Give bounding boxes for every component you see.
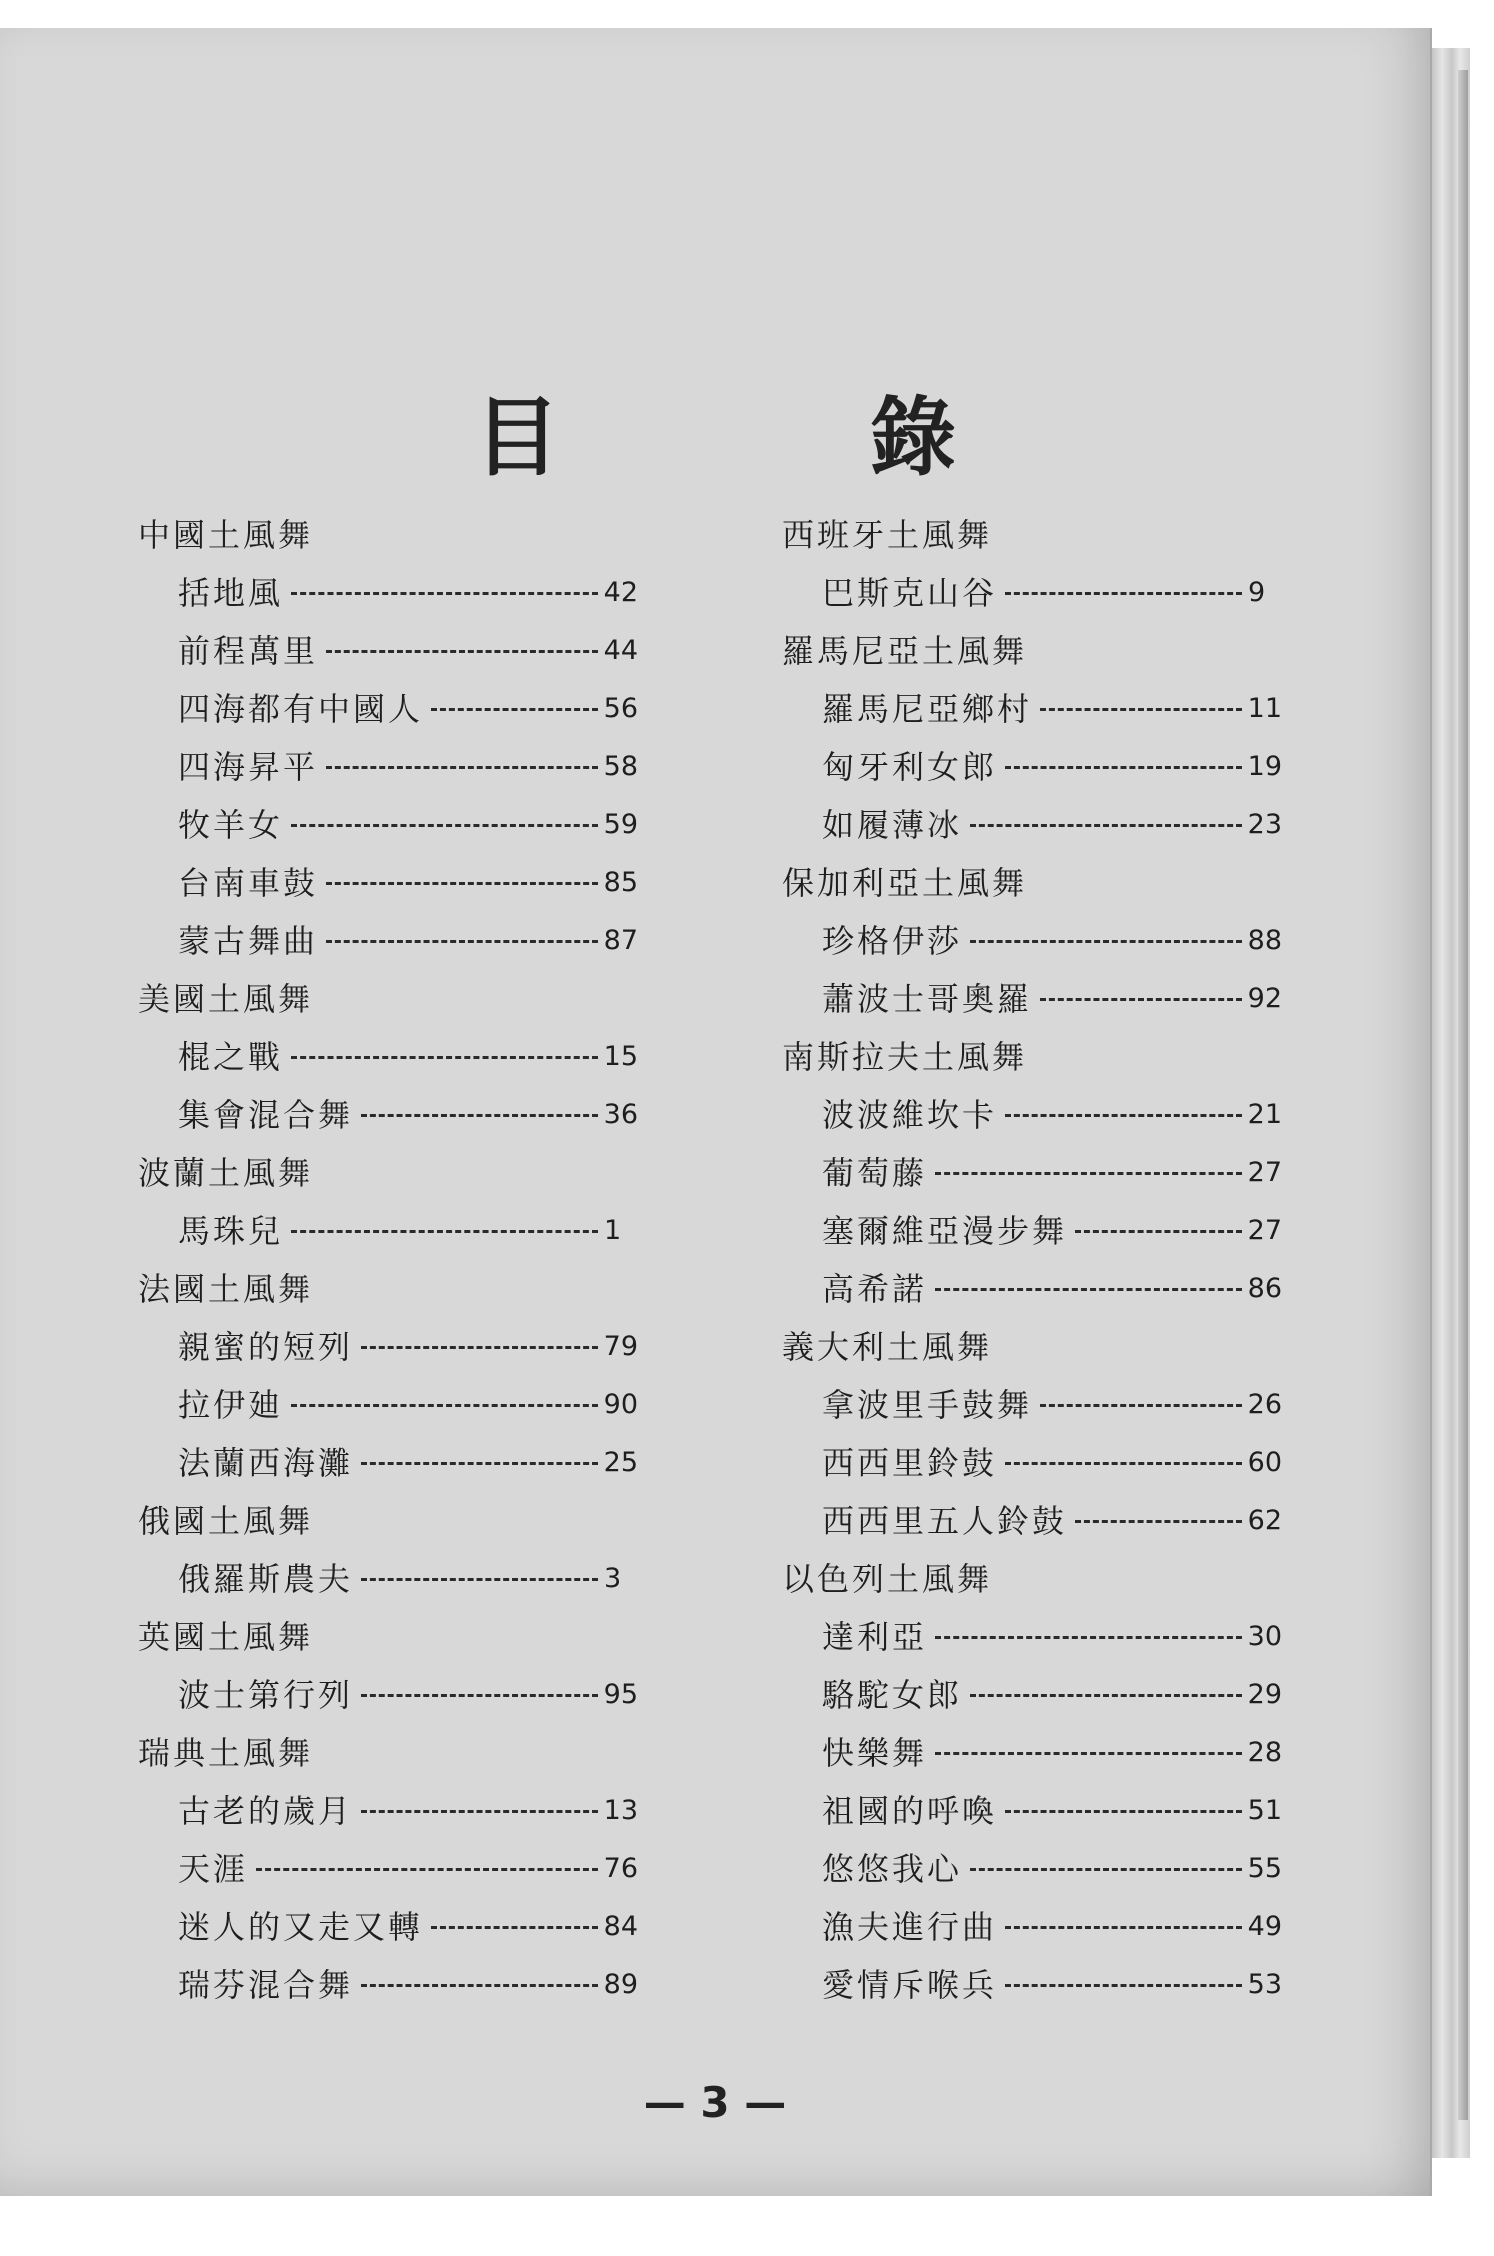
toc-leader-dashes: [326, 766, 598, 769]
toc-leader-dashes: [361, 1694, 598, 1697]
toc-category: 羅馬尼亞土風舞: [782, 632, 1028, 670]
toc-entry-page: 21: [1247, 1099, 1282, 1130]
toc-entry-title: 牧羊女: [178, 806, 284, 844]
toc-entry-page: 87: [603, 925, 638, 956]
toc-entry-page: 92: [1247, 983, 1282, 1014]
toc-entry-title: 拿波里手鼓舞: [822, 1386, 1033, 1424]
toc-entry-page: 26: [1247, 1389, 1282, 1420]
toc-leader-dashes: [1040, 998, 1242, 1001]
toc-entry-title: 馬珠兒: [178, 1212, 284, 1250]
toc-entry-page: 79: [603, 1331, 638, 1362]
toc-leader-dashes: [431, 708, 598, 711]
toc-entry-title: 祖國的呼喚: [822, 1792, 998, 1830]
toc-entry: [782, 970, 1282, 1028]
toc-entry-page: 36: [603, 1099, 638, 1130]
toc-leader-dashes: [291, 1404, 598, 1407]
toc-entry-title: 棍之戰: [178, 1038, 284, 1076]
toc-entry-page: 19: [1247, 751, 1282, 782]
toc-entry-page: 49: [1247, 1911, 1282, 1942]
toc-category: 波蘭土風舞: [138, 1154, 314, 1192]
toc-leader-dashes: [361, 1346, 598, 1349]
toc-entry: [138, 1202, 638, 1260]
toc-entry-page: 25: [603, 1447, 638, 1478]
toc-entry: [138, 680, 638, 738]
toc-entry-title: 西西里鈴鼓: [822, 1444, 998, 1482]
toc-entry: [782, 1724, 1282, 1782]
toc-category: 美國土風舞: [138, 980, 314, 1018]
toc-entry: [138, 796, 638, 854]
toc-entry: [138, 912, 638, 970]
page-number: — 3 —: [643, 2078, 787, 2127]
toc-entry: [138, 1840, 638, 1898]
toc-entry-page: 28: [1247, 1737, 1282, 1768]
toc-entry-title: 西西里五人鈴鼓: [822, 1502, 1068, 1540]
toc-entry-page: 53: [1247, 1969, 1282, 2000]
toc-entry-title: 羅馬尼亞鄉村: [822, 690, 1033, 728]
toc-entry: [782, 1492, 1282, 1550]
toc-entry-title: 達利亞: [822, 1618, 928, 1656]
toc-entry: [138, 564, 638, 622]
toc-entry-page: 85: [603, 867, 638, 898]
toc-leader-dashes: [291, 824, 598, 827]
toc-entry-title: 四海昇平: [178, 748, 319, 786]
toc-leader-dashes: [291, 1230, 598, 1233]
toc-entry: [138, 1086, 638, 1144]
toc-entry-page: 90: [603, 1389, 638, 1420]
toc-leader-dashes: [361, 1462, 598, 1465]
toc-entry: [782, 1434, 1282, 1492]
toc-entry: [782, 738, 1282, 796]
toc-entry: [782, 1608, 1282, 1666]
toc-entry-page: 27: [1247, 1215, 1282, 1246]
toc-category: 英國土風舞: [138, 1618, 314, 1656]
toc-leader-dashes: [1040, 708, 1242, 711]
page-stack-edge-shadow: [1458, 70, 1468, 2120]
toc-leader-dashes: [970, 1694, 1242, 1697]
toc-entry: [782, 1260, 1282, 1318]
toc-entry: [138, 1318, 638, 1376]
toc-entry-page: 9: [1248, 577, 1266, 608]
toc-entry-title: 漁夫進行曲: [822, 1908, 998, 1946]
toc-entry-page: 42: [603, 577, 638, 608]
toc-entry-page: 59: [603, 809, 638, 840]
toc-entry-page: 62: [1247, 1505, 1282, 1536]
toc-entry: [138, 1666, 638, 1724]
toc-leader-dashes: [361, 1984, 598, 1987]
toc-leader-dashes: [361, 1578, 598, 1581]
toc-leader-dashes: [361, 1810, 598, 1813]
toc-entry-title: 古老的歲月: [178, 1792, 354, 1830]
toc-entry-page: 44: [603, 635, 638, 666]
toc-entry: [782, 1144, 1282, 1202]
toc-category: 西班牙土風舞: [782, 516, 993, 554]
toc-entry-title: 如履薄冰: [822, 806, 963, 844]
toc-entry-title: 迷人的又走又轉: [178, 1908, 424, 1946]
toc-leader-dashes: [970, 824, 1242, 827]
toc-entry-title: 波士第行列: [178, 1676, 354, 1714]
toc-entry-page: 56: [603, 693, 638, 724]
toc-entry: [782, 1202, 1282, 1260]
toc-entry-page: 55: [1247, 1853, 1282, 1884]
toc-entry-page: 23: [1247, 809, 1282, 840]
toc-entry-page: 11: [1247, 693, 1282, 724]
toc-entry-title: 括地風: [178, 574, 284, 612]
toc-leader-dashes: [970, 1868, 1242, 1871]
toc-entry-page: 88: [1247, 925, 1282, 956]
toc-column-left: [138, 506, 638, 2014]
toc-leader-dashes: [361, 1114, 598, 1117]
toc-entry: [782, 1898, 1282, 1956]
toc-entry-page: 3: [604, 1563, 622, 1594]
toc-entry-title: 集會混合舞: [178, 1096, 354, 1134]
toc-entry-title: 台南車鼓: [178, 864, 319, 902]
toc-entry-title: 匈牙利女郎: [822, 748, 998, 786]
toc-entry: [782, 1666, 1282, 1724]
toc-entry-title: 蕭波士哥奧羅: [822, 980, 1033, 1018]
toc-leader-dashes: [970, 940, 1242, 943]
toc-entry-title: 快樂舞: [822, 1734, 928, 1772]
toc-leader-dashes: [1005, 592, 1242, 595]
toc-entry-page: 58: [603, 751, 638, 782]
toc-leader-dashes: [1075, 1230, 1242, 1233]
toc-entry-page: 76: [603, 1853, 638, 1884]
toc-leader-dashes: [935, 1636, 1242, 1639]
toc-entry: [782, 912, 1282, 970]
toc-category: 中國土風舞: [138, 516, 314, 554]
toc-leader-dashes: [935, 1288, 1242, 1291]
toc-category: 俄國土風舞: [138, 1502, 314, 1540]
toc-entry-page: 86: [1247, 1273, 1282, 1304]
toc-entry: [138, 1956, 638, 2014]
toc-column-right: [782, 506, 1282, 2014]
toc-entry-page: 27: [1247, 1157, 1282, 1188]
toc-entry: [138, 1782, 638, 1840]
toc-entry: [782, 680, 1282, 738]
toc-entry-title: 天涯: [178, 1850, 249, 1888]
toc-leader-dashes: [1005, 1984, 1242, 1987]
book-page: [0, 28, 1432, 2196]
toc-entry-page: 95: [603, 1679, 638, 1710]
toc-entry-title: 蒙古舞曲: [178, 922, 319, 960]
toc-entry-page: 51: [1247, 1795, 1282, 1826]
toc-category: 法國土風舞: [138, 1270, 314, 1308]
toc-entry-title: 俄羅斯農夫: [178, 1560, 354, 1598]
toc-entry-page: 15: [603, 1041, 638, 1072]
toc-leader-dashes: [1005, 1810, 1242, 1813]
toc-leader-dashes: [1005, 1462, 1242, 1465]
toc-leader-dashes: [326, 882, 598, 885]
toc-entry-title: 拉伊廸: [178, 1386, 284, 1424]
toc-category: 義大利土風舞: [782, 1328, 993, 1366]
toc-entry-page: 30: [1247, 1621, 1282, 1652]
toc-entry: [782, 1376, 1282, 1434]
toc-entry: [138, 622, 638, 680]
toc-entry: [138, 1550, 638, 1608]
toc-entry-title: 法蘭西海灘: [178, 1444, 354, 1482]
toc-leader-dashes: [291, 592, 598, 595]
toc-entry: [138, 1376, 638, 1434]
toc-entry: [138, 854, 638, 912]
toc-entry: [782, 1086, 1282, 1144]
toc-leader-dashes: [291, 1056, 598, 1059]
toc-entry-title: 珍格伊莎: [822, 922, 963, 960]
toc-entry-title: 高希諾: [822, 1270, 928, 1308]
toc-entry: [782, 796, 1282, 854]
toc-leader-dashes: [1005, 1114, 1242, 1117]
toc-entry: [138, 1028, 638, 1086]
toc-entry-title: 前程萬里: [178, 632, 319, 670]
toc-leader-dashes: [935, 1172, 1242, 1175]
toc-entry: [782, 1956, 1282, 2014]
toc-entry-title: 巴斯克山谷: [822, 574, 998, 612]
toc-entry-page: 13: [603, 1795, 638, 1826]
toc-entry: [138, 1898, 638, 1956]
toc-leader-dashes: [431, 1926, 598, 1929]
toc-entry-title: 塞爾維亞漫步舞: [822, 1212, 1068, 1250]
toc-entry: [782, 1782, 1282, 1840]
toc-leader-dashes: [1075, 1520, 1242, 1523]
toc-leader-dashes: [326, 940, 598, 943]
toc-category: 保加利亞土風舞: [782, 864, 1028, 902]
page-title: 目 錄: [474, 387, 1096, 488]
toc-entry: [782, 564, 1282, 622]
toc-leader-dashes: [1040, 1404, 1242, 1407]
toc-entry-page: 1: [604, 1215, 622, 1246]
toc-entry: [138, 738, 638, 796]
toc-category: 瑞典土風舞: [138, 1734, 314, 1772]
toc-entry-title: 駱駝女郎: [822, 1676, 963, 1714]
toc-entry-title: 悠悠我心: [822, 1850, 963, 1888]
toc-entry-page: 29: [1247, 1679, 1282, 1710]
toc-category: 以色列土風舞: [782, 1560, 993, 1598]
toc-leader-dashes: [256, 1868, 598, 1871]
toc-entry-title: 愛情斥喉兵: [822, 1966, 998, 2004]
toc-leader-dashes: [935, 1752, 1242, 1755]
toc-entry-page: 84: [603, 1911, 638, 1942]
toc-entry-title: 葡萄藤: [822, 1154, 928, 1192]
toc-leader-dashes: [1005, 766, 1242, 769]
toc-entry-page: 89: [603, 1969, 638, 2000]
toc-category: 南斯拉夫土風舞: [782, 1038, 1028, 1076]
toc-entry-title: 波波維坎卡: [822, 1096, 998, 1134]
toc-leader-dashes: [1005, 1926, 1242, 1929]
toc-entry: [782, 1840, 1282, 1898]
toc-entry-title: 瑞芬混合舞: [178, 1966, 354, 2004]
toc-entry-page: 60: [1247, 1447, 1282, 1478]
toc-entry: [138, 1434, 638, 1492]
toc-entry-title: 親蜜的短列: [178, 1328, 354, 1366]
toc-entry-title: 四海都有中國人: [178, 690, 424, 728]
toc-leader-dashes: [326, 650, 598, 653]
